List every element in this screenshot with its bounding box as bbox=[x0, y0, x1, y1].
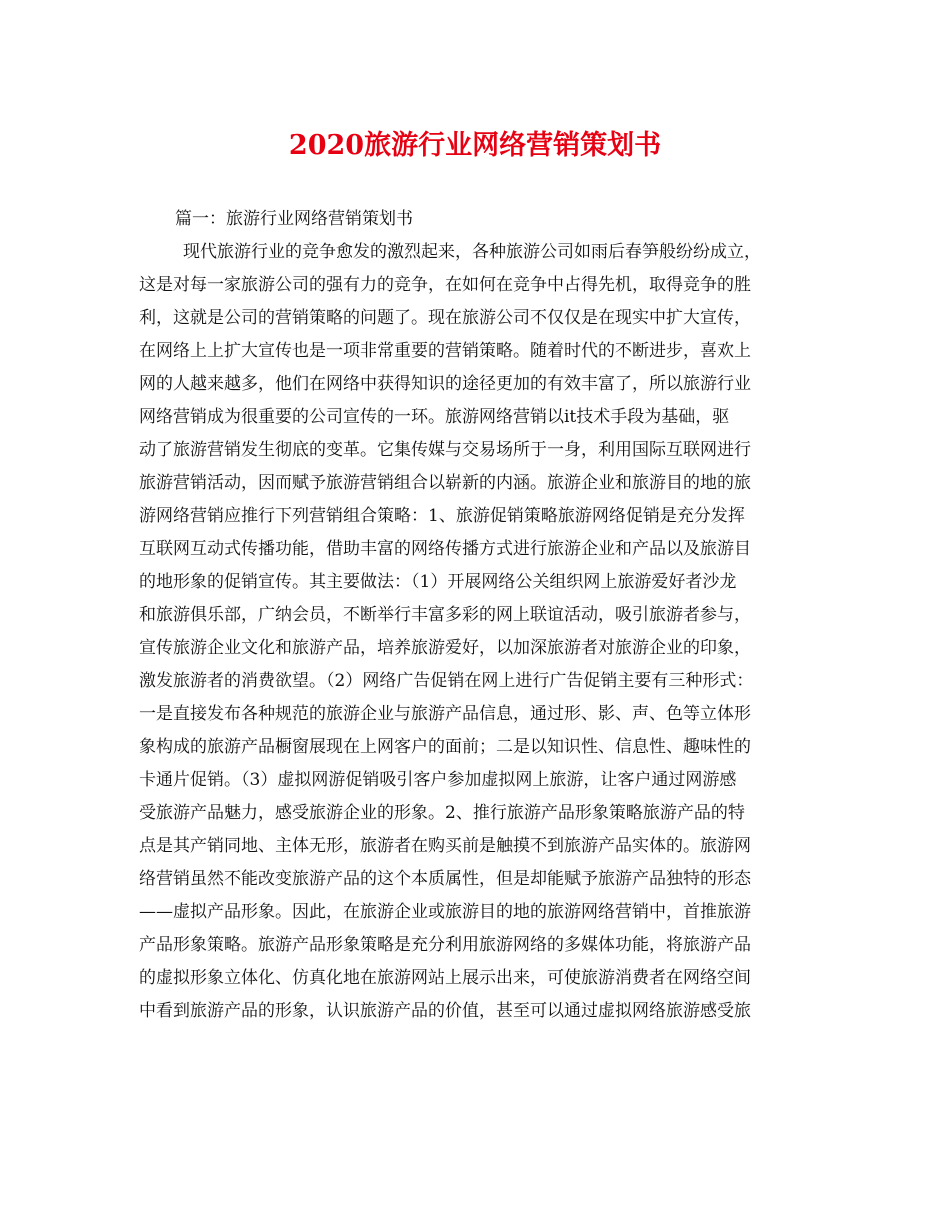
body-line: 现代旅游行业的竞争愈发的激烈起来，各种旅游公司如雨后春笋般纷纷成立， bbox=[183, 242, 761, 262]
body-line: 一是直接发布各种规范的旅游企业与旅游产品信息，通过形、影、声、色等立体形 bbox=[139, 704, 751, 724]
document-title: 2020旅游行业网络营销策划书 bbox=[288, 130, 662, 161]
body-line: 旅游营销活动，因而赋予旅游营销组合以崭新的内涵。旅游企业和旅游目的地的旅 bbox=[139, 473, 751, 493]
body-line: 宣传旅游企业文化和旅游产品，培养旅游爱好，以加深旅游者对旅游企业的印象， bbox=[139, 638, 751, 658]
body-line: 网络营销成为很重要的公司宣传的一环。旅游网络营销以it技术手段为基础，驱 bbox=[139, 407, 730, 427]
body-line: 络营销虽然不能改变旅游产品的这个本质属性，但是却能赋予旅游产品独特的形态 bbox=[139, 869, 751, 889]
body-line: 中看到旅游产品的形象，认识旅游产品的价值，甚至可以通过虚拟网络旅游感受旅 bbox=[139, 1001, 751, 1021]
body-line: 象构成的旅游产品橱窗展现在上网客户的面前；二是以知识性、信息性、趣味性的 bbox=[139, 737, 751, 757]
body-line: ——虚拟产品形象。因此，在旅游企业或旅游目的地的旅游网络营销中，首推旅游 bbox=[139, 902, 751, 922]
body-line: 卡通片促销。（3）虚拟网游促销吸引客户参加虚拟网上旅游，让客户通过网游感 bbox=[139, 770, 737, 790]
body-line: 的地形象的促销宣传。其主要做法：（1）开展网络公关组织网上旅游爱好者沙龙 bbox=[139, 572, 737, 592]
body-line: 利，这就是公司的营销策略的问题了。现在旅游公司不仅仅是在现实中扩大宣传， bbox=[139, 308, 751, 328]
section-heading: 篇一：旅游行业网络营销策划书 bbox=[175, 209, 413, 229]
body-line: 互联网互动式传播功能，借助丰富的网络传播方式进行旅游企业和产品以及旅游目 bbox=[139, 539, 751, 559]
body-line: 网的人越来越多，他们在网络中获得知识的途径更加的有效丰富了，所以旅游行业 bbox=[139, 374, 751, 394]
body-line: 的虚拟形象立体化、仿真化地在旅游网站上展示出来，可使旅游消费者在网络空间 bbox=[139, 968, 751, 988]
body-line: 在网络上上扩大宣传也是一项非常重要的营销策略。随着时代的不断进步，喜欢上 bbox=[139, 341, 751, 361]
body-line: 这是对每一家旅游公司的强有力的竞争，在如何在竞争中占得先机，取得竞争的胜 bbox=[139, 275, 751, 295]
body-line: 受旅游产品魅力，感受旅游企业的形象。2、推行旅游产品形象策略旅游产品的特 bbox=[139, 803, 745, 823]
body-line: 点是其产销同地、主体无形，旅游者在购买前是触摸不到旅游产品实体的。旅游网 bbox=[139, 836, 751, 856]
body-line: 动了旅游营销发生彻底的变革。它集传媒与交易场所于一身，利用国际互联网进行 bbox=[139, 440, 751, 460]
body-line: 产品形象策略。旅游产品形象策略是充分利用旅游网络的多媒体功能，将旅游产品 bbox=[139, 935, 751, 955]
body-line: 游网络营销应推行下列营销组合策略：1、旅游促销策略旅游网络促销是充分发挥 bbox=[139, 506, 745, 526]
body-line: 激发旅游者的消费欲望。（2）网络广告促销在网上进行广告促销主要有三种形式： bbox=[139, 671, 754, 691]
body-line: 和旅游俱乐部，广纳会员，不断举行丰富多彩的网上联谊活动，吸引旅游者参与， bbox=[139, 605, 751, 625]
